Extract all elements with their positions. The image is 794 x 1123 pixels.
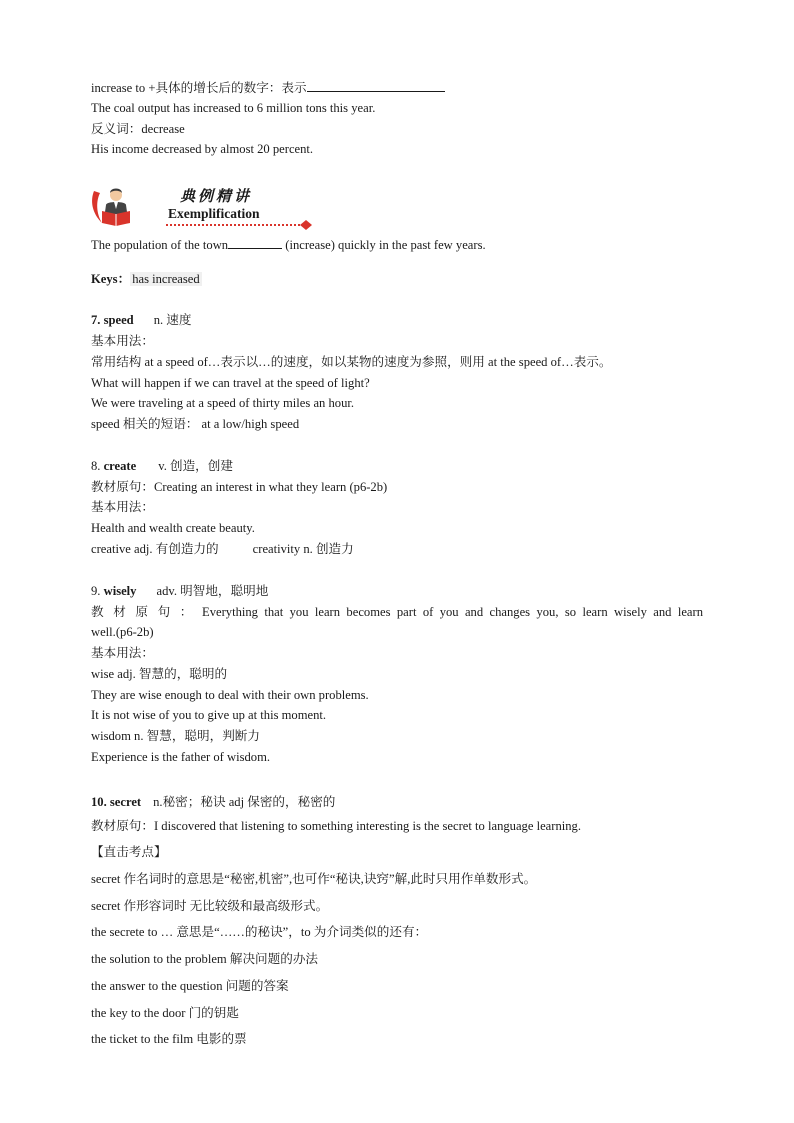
exam-point-heading: 【直击考点】 bbox=[91, 845, 167, 859]
wisely-textbook: 教 材 原 句 ： Everything that you learn becomes part of you and changes you, so learn wisely and learn bbox=[91, 605, 703, 619]
secret-noun-usage: secret 作名词时的意思是“秘密,机密”,也可作“秘诀,诀窍”解,此时只用作单数形式。 bbox=[91, 872, 537, 886]
speed-heading: 7. speed n. 速度 bbox=[91, 313, 192, 327]
speed-example-1: What will happen if we can travel at the speed of light? bbox=[91, 376, 370, 390]
similar-phrase-2: the answer to the question 问题的答案 bbox=[91, 979, 289, 993]
secret-adj-usage: secret 作形容词时 无比较级和最高级形式。 bbox=[91, 899, 329, 913]
antonym-line: 反义词：decrease bbox=[91, 122, 185, 136]
similar-phrase-4: the ticket to the film 电影的票 bbox=[91, 1032, 247, 1046]
exercise-blank bbox=[228, 236, 282, 249]
create-basic-label: 基本用法： bbox=[91, 500, 154, 514]
similar-phrase-1: the solution to the problem 解决问题的办法 bbox=[91, 952, 319, 966]
wisdom-example: Experience is the father of wisdom. bbox=[91, 750, 271, 764]
speed-phrases: speed 相关的短语： at a low/high speed bbox=[91, 417, 300, 431]
create-heading: 8. create v. 创造，创建 bbox=[91, 459, 233, 473]
wisely-heading: 9. wisely adv. 明智地，聪明地 bbox=[91, 584, 269, 598]
exemplification-banner bbox=[88, 183, 320, 233]
wise-example-2: It is not wise of you to give up at this moment. bbox=[91, 708, 327, 722]
wisely-basic-label: 基本用法： bbox=[91, 646, 154, 660]
speed-example-2: We were traveling at a speed of thirty miles an hour. bbox=[91, 396, 355, 410]
create-example: Health and wealth create beauty. bbox=[91, 521, 255, 535]
create-textbook: 教材原句：Creating an interest in what they learn (p6-2b) bbox=[91, 480, 388, 494]
increase-line-1 bbox=[91, 79, 445, 96]
speed-structure: 常用结构 at a speed of…表示以…的速度，如以某物的速度为参照，则用 at the speed of…表示。 bbox=[91, 355, 612, 369]
wise-def: wise adj. 智慧的，聪明的 bbox=[91, 667, 228, 681]
banner-title-cn: 典例精讲 bbox=[180, 187, 253, 205]
increase-structure-text: increase to +具体的增长后的数字：表示 bbox=[91, 81, 307, 95]
speed-basic-label: 基本用法： bbox=[91, 334, 154, 348]
secret-textbook: 教材原句：I discovered that listening to something interesting is the secret to language learning. bbox=[91, 819, 581, 833]
keys-line bbox=[91, 271, 202, 287]
secret-heading: 10. secret n.秘密；秘诀 adj 保密的，秘密的 bbox=[91, 795, 336, 809]
increase-example-1: The coal output has increased to 6 million tons this year. bbox=[91, 101, 376, 115]
secret-to-usage: the secrete to … 意思是“……的秘诀”，to 为介词类似的还有： bbox=[91, 925, 428, 939]
wise-example-1: They are wise enough to deal with their own problems. bbox=[91, 688, 369, 702]
banner-title-en: Exemplification bbox=[168, 206, 260, 221]
exercise-sentence: The population of the town (increase) quickly in the past few years. bbox=[91, 238, 486, 252]
create-derivatives: creative adj. 有创造力的 creativity n. 创造力 bbox=[91, 542, 354, 556]
keys-answer: has increased bbox=[132, 272, 200, 286]
similar-phrase-3: the key to the door 门的钥匙 bbox=[91, 1006, 239, 1020]
keys-label: Keys： bbox=[91, 272, 131, 286]
decrease-example: His income decreased by almost 20 percent. bbox=[91, 142, 314, 156]
wisdom-def: wisdom n. 智慧，聪明，判断力 bbox=[91, 729, 260, 743]
wisely-textbook-cont: well.(p6-2b) bbox=[91, 625, 154, 639]
fill-blank bbox=[307, 79, 445, 92]
